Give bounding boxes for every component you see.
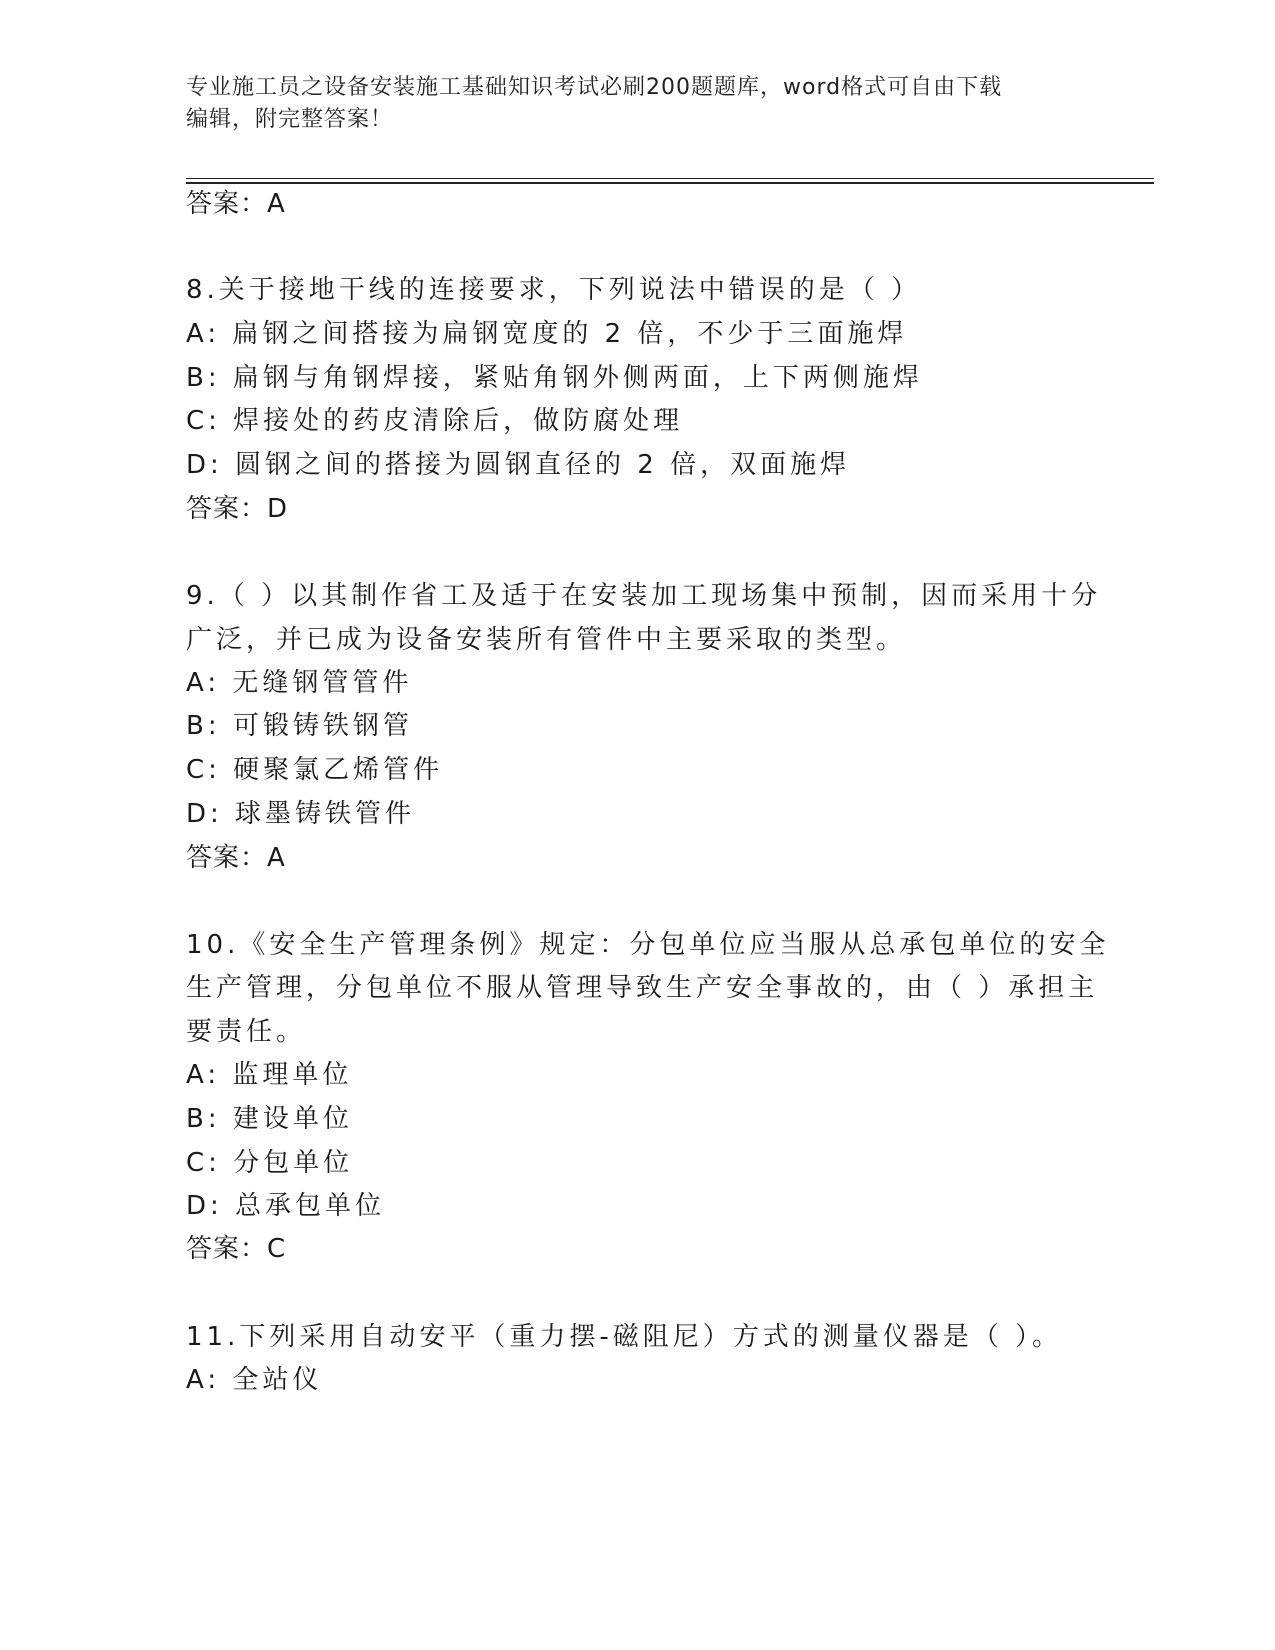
question-8-stem: 8.关于接地干线的连接要求，下列说法中错误的是（ ） <box>186 275 922 305</box>
question-9-option-c: C: 硬聚氯乙烯管件 <box>186 755 444 785</box>
question-10-stem-line-3: 要责任。 <box>186 1017 307 1047</box>
question-10-answer: 答案：C <box>186 1234 287 1264</box>
question-11-stem: 11.下列采用自动安平（重力摆-磁阻尼）方式的测量仪器是（ ）。 <box>186 1322 1062 1352</box>
question-9-option-b: B: 可锻铸铁钢管 <box>186 711 413 741</box>
previous-question-answer: 答案：A <box>186 189 286 219</box>
document-header <box>186 72 1066 136</box>
header-line-2: 编辑，附完整答案！ <box>186 107 394 132</box>
question-10-option-d: D: 总承包单位 <box>186 1191 386 1221</box>
header-rule-thick <box>186 182 1154 184</box>
question-11-option-a: A: 全站仪 <box>186 1365 323 1395</box>
question-10-stem-line-2: 生产管理，分包单位不服从管理导致生产安全事故的，由（ ）承担主 <box>186 973 1099 1003</box>
question-10-option-a: A: 监理单位 <box>186 1060 353 1090</box>
question-10-option-c: C: 分包单位 <box>186 1148 354 1178</box>
question-10-option-b: B: 建设单位 <box>186 1104 353 1134</box>
question-8-option-a: A: 扁钢之间搭接为扁钢宽度的 2 倍，不少于三面施焊 <box>186 319 908 349</box>
question-9-option-d: D: 球墨铸铁管件 <box>186 799 416 829</box>
question-10-stem-line-1: 10.《安全生产管理条例》规定：分包单位应当服从总承包单位的安全 <box>186 930 1110 960</box>
question-9-option-a: A: 无缝钢管管件 <box>186 668 413 698</box>
question-8-answer: 答案：D <box>186 494 289 524</box>
header-rule-thin <box>186 178 1154 179</box>
question-9-stem-line-2: 广泛，并已成为设备安装所有管件中主要采取的类型。 <box>186 625 907 655</box>
question-9-stem-line-1: 9.（ ）以其制作省工及适于在安装加工现场集中预制，因而采用十分 <box>186 581 1102 611</box>
question-9-answer: 答案：A <box>186 843 286 873</box>
header-line-1: 专业施工员之设备安装施工基础知识考试必刷200题题库，word格式可自由下载 <box>186 75 1003 100</box>
question-8-option-c: C: 焊接处的药皮清除后，做防腐处理 <box>186 406 684 436</box>
question-8-option-b: B: 扁钢与角钢焊接，紧贴角钢外侧两面，上下两侧施焊 <box>186 363 923 393</box>
question-8-option-d: D: 圆钢之间的搭接为圆钢直径的 2 倍，双面施焊 <box>186 450 851 480</box>
